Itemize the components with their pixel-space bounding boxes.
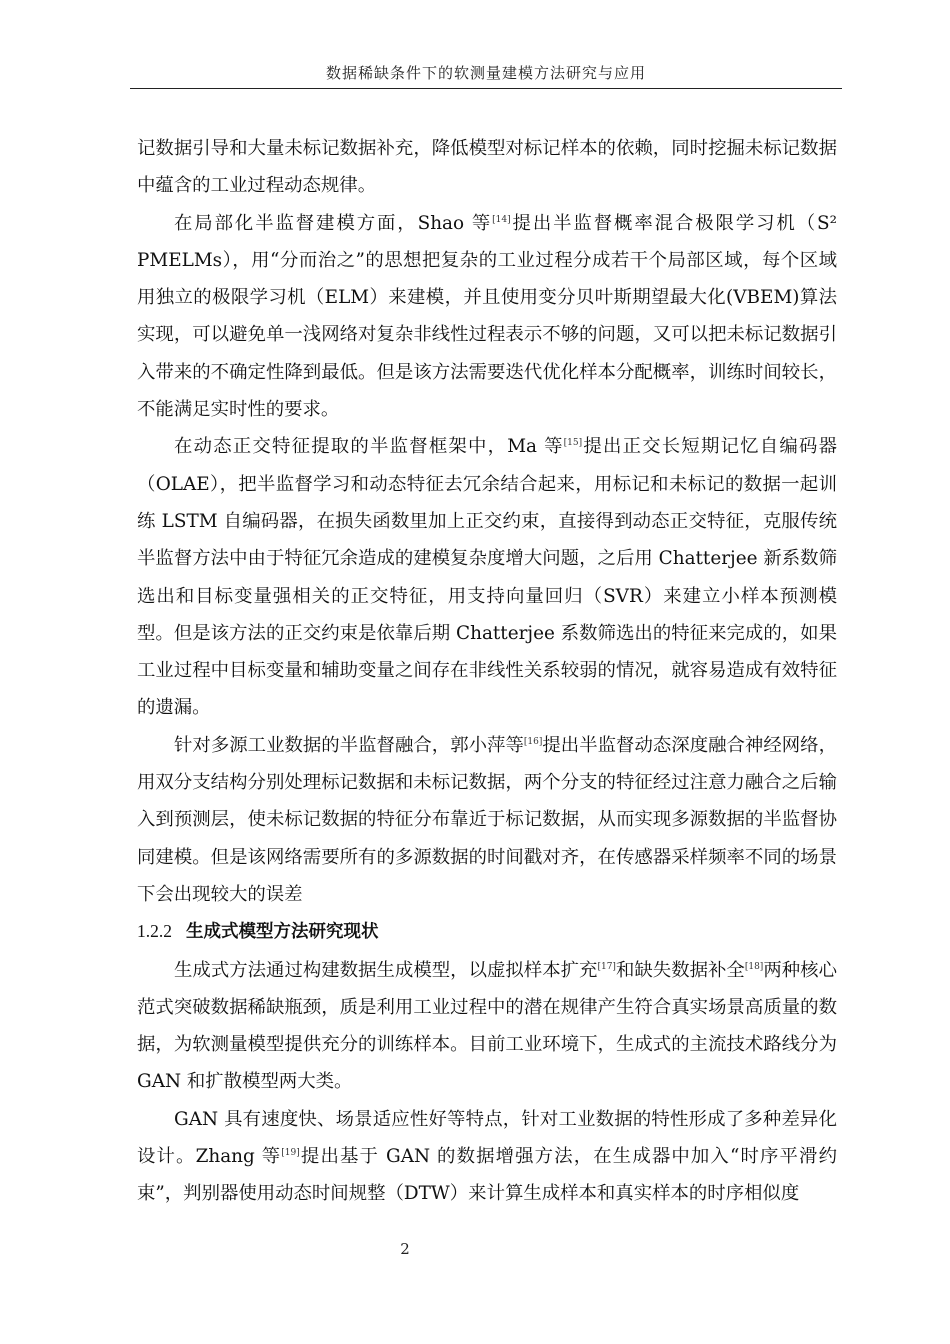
body-text <box>137 130 837 1213</box>
text-run: 两种核心范式突破数据稀缺瓶颈，质是利用工业过程中的潜在规律产生符合真实场景高质量的数据，为软测量模型提供充分的训练样本。目前工业环境下，生成式的主流技术路线分为 GAN 和扩散模型两大类。 <box>137 959 837 1093</box>
section-number: 1.2.2 <box>137 921 172 942</box>
citation-marker: [16] <box>523 736 543 747</box>
text-run: 提出正交长短期记忆自编码器（OLAE），把半监督学习和动态特征去冗余结合起来，用标记和未标记的数据一起训练 LSTM 自编码器，在损失函数里加上正交约束，直接得到动态正交特征，克服传统半监督方法中由于特征冗余造成的建模复杂度增大问题，之后用 Chatterjee 新系数筛选出和目标变量强相关的正交特征，用支持向量回归（SVR）来建立小样本预测模型。但是该方法的正交约束是依靠后期 Chatterjee 系数筛选出的特征来完成的，如果工业过程中目标变量和辅助变量之间存在非线性关系较弱的情况，就容易造成有效特征的遗漏。 <box>137 436 837 719</box>
text-run: 在局部化半监督建模方面，Shao 等 <box>174 212 493 234</box>
header-rule <box>130 88 842 89</box>
text-run: 提出半监督动态深度融合神经网络，用双分支结构分别处理标记数据和未标记数据，两个分支的特征经过注意力融合之后输入到预测层，使未标记数据的特征分布靠近于标记数据，从而实现多源数据的半监督协同建模。但是该网络需要所有的多源数据的时间戳对齐，在传感器采样频率不同的场景下会出现较大的误差 <box>137 734 837 905</box>
paragraph <box>137 952 837 1101</box>
text-run: 在动态正交特征提取的半监督框架中，Ma 等 <box>174 436 564 458</box>
citation-marker: [19] <box>281 1148 300 1159</box>
citation-marker: [14] <box>492 214 511 225</box>
text-run: 提出基于 GAN 的数据增强方法，在生成器中加入“时序平滑约束”，判别器使用动态时间规整（DTW）来计算生成样本和真实样本的时序相似度 <box>137 1146 837 1205</box>
citation-marker: [17] <box>597 961 616 972</box>
paragraph <box>137 130 837 205</box>
text-run: 针对多源工业数据的半监督融合，郭小萍等 <box>174 734 524 756</box>
paragraph <box>137 428 837 726</box>
paragraph <box>137 205 837 429</box>
page-number: 2 <box>400 1240 410 1258</box>
paragraph <box>137 1101 837 1213</box>
text-run: 和缺失数据补全 <box>615 959 745 981</box>
section-title: 生成式模型方法研究现状 <box>186 922 379 943</box>
text-run: 提出半监督概率混合极限学习机（S² PMELMs），用“分而治之”的思想把复杂的工业过程分成若干个局部区域，每个区域用独立的极限学习机（ELM）来建模，并且使用变分贝叶斯期望最大化(VBEM)算法实现，可以避免单一浅网络对复杂非线性过程表示不够的问题，又可以把未标记数据引入带来的不确定性降到最低。但是该方法需要迭代优化样本分配概率，训练时间较长，不能满足实时性的要求。 <box>137 212 837 421</box>
citation-marker: [18] <box>744 961 764 972</box>
text-run: 生成式方法通过构建数据生成模型，以虚拟样本扩充 <box>174 959 598 981</box>
paragraph <box>137 727 837 913</box>
text-run: GAN 具有速度快、场景适应性好等特点，针对工业数据的特性形成了多种差异化设计。Zhang 等 <box>137 1108 837 1168</box>
citation-marker: [15] <box>563 438 583 449</box>
running-header: 数据稀缺条件下的软测量建模方法研究与应用 <box>325 64 646 82</box>
section-heading <box>137 913 837 951</box>
text-run: 记数据引导和大量未标记数据补充，降低模型对标记样本的依赖，同时挖掘未标记数据中蕴含的工业过程动态规律。 <box>137 138 837 197</box>
